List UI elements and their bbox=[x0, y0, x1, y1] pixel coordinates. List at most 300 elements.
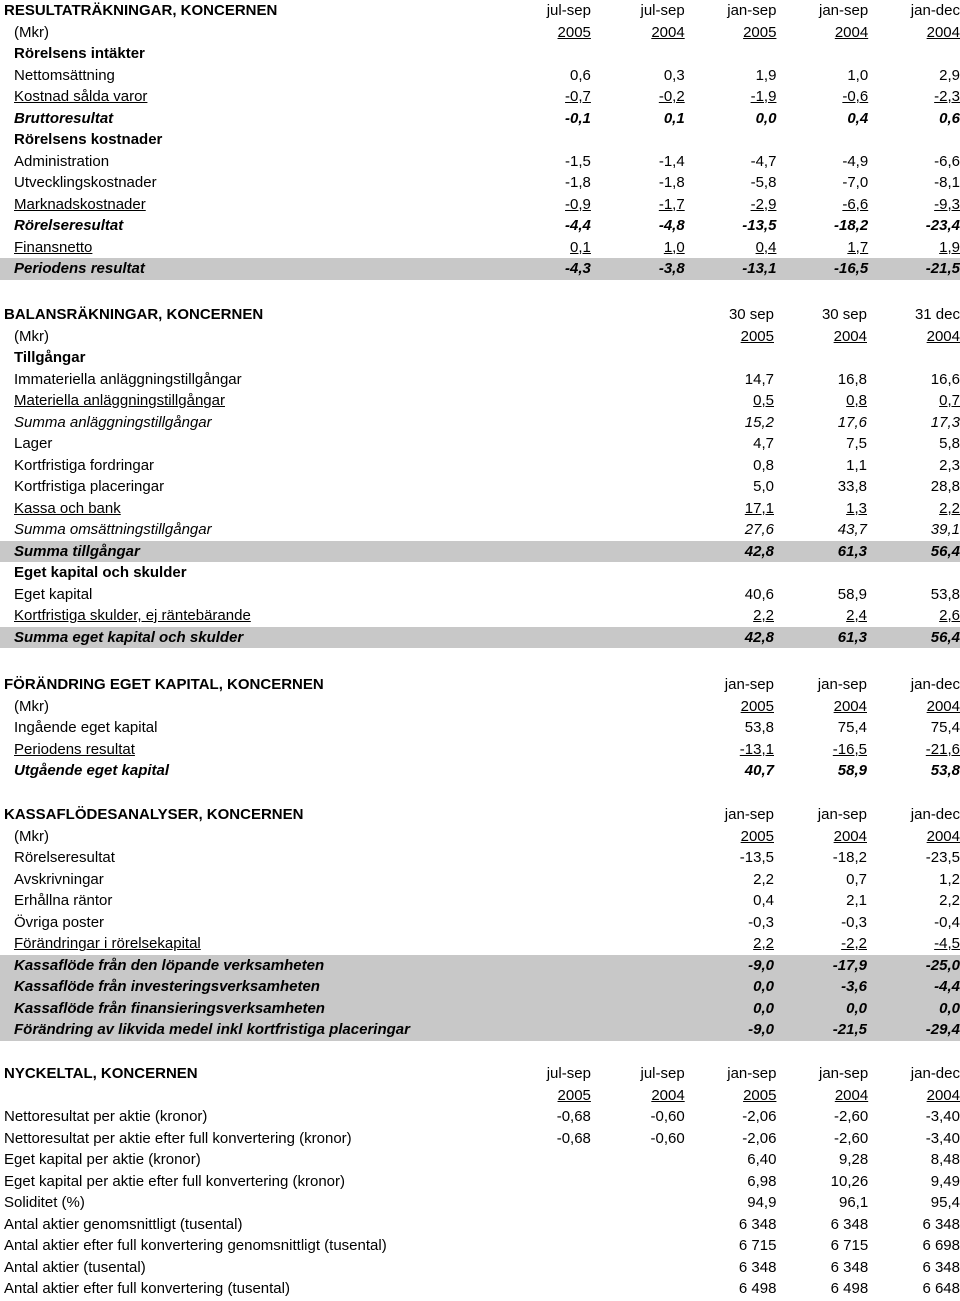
row-value: -5,8 bbox=[750, 174, 777, 191]
row-value: 75,4 bbox=[837, 719, 867, 736]
row-label: Antal aktier (tusental) bbox=[4, 1258, 146, 1276]
section-title: BALANSRÄKNINGAR, KONCERNEN bbox=[4, 306, 264, 323]
row-value bbox=[499, 1235, 591, 1257]
period-header: jan-sep bbox=[724, 676, 774, 693]
year-header: 2004 bbox=[833, 697, 867, 715]
row-value: 16,6 bbox=[930, 370, 960, 388]
table-row bbox=[0, 912, 960, 934]
row-value: 5,0 bbox=[753, 478, 774, 495]
row-value: 6 348 bbox=[738, 1258, 777, 1276]
row-label: Summa omsättningstillgångar bbox=[14, 521, 212, 538]
unit-label: (Mkr) bbox=[14, 327, 49, 345]
row-value: 0,1 bbox=[570, 238, 591, 256]
row-value: 2,2 bbox=[753, 870, 774, 888]
period-header: jul-sep bbox=[640, 1065, 685, 1082]
row-value: -21,6 bbox=[925, 740, 960, 758]
row-value: 5,8 bbox=[939, 435, 960, 452]
row-label: Kassaflöde från finansieringsverksamheten bbox=[0, 998, 685, 1020]
row-value: 56,4 bbox=[867, 541, 960, 563]
table-row bbox=[0, 237, 960, 259]
row-value bbox=[591, 43, 685, 65]
row-label: Kortfristiga skulder, ej räntebärande bbox=[14, 607, 251, 624]
year-header: 2005 bbox=[743, 23, 777, 41]
row-value: -0,2 bbox=[658, 88, 685, 105]
row-value: 0,7 bbox=[846, 870, 867, 888]
row-value bbox=[499, 1278, 591, 1300]
row-value bbox=[591, 1278, 685, 1300]
table-row bbox=[0, 760, 960, 782]
row-label: Summa anläggningstillgångar bbox=[14, 413, 212, 431]
row-value: 0,4 bbox=[755, 238, 777, 256]
equity-change-section bbox=[0, 674, 960, 782]
row-value bbox=[499, 1149, 591, 1171]
row-label: Utvecklingskostnader bbox=[14, 174, 157, 191]
table-row bbox=[0, 562, 960, 584]
table-row bbox=[0, 739, 960, 761]
row-value: 61,3 bbox=[774, 541, 867, 563]
row-value: 6,98 bbox=[747, 1172, 777, 1190]
row-value: -3,40 bbox=[925, 1129, 960, 1147]
row-value: 53,8 bbox=[930, 585, 960, 603]
table-row bbox=[0, 1257, 960, 1279]
period-header: jan-sep bbox=[817, 806, 867, 823]
table-row bbox=[0, 1278, 960, 1300]
row-value bbox=[499, 1214, 591, 1236]
row-value bbox=[774, 347, 867, 369]
row-value: 2,6 bbox=[939, 607, 960, 624]
cashflow-table bbox=[0, 804, 960, 1041]
unit-label: (Mkr) bbox=[14, 23, 49, 41]
row-value: -1,7 bbox=[658, 195, 685, 213]
row-value: 0,6 bbox=[939, 109, 960, 127]
row-value bbox=[685, 562, 774, 584]
table-row bbox=[0, 258, 960, 280]
table-row bbox=[0, 1235, 960, 1257]
row-value: -0,1 bbox=[565, 109, 591, 127]
table-row bbox=[0, 717, 960, 739]
section-header-row bbox=[0, 0, 960, 22]
table-row bbox=[0, 847, 960, 869]
row-value: -17,9 bbox=[774, 955, 867, 977]
period-header: jul-sep bbox=[640, 2, 685, 19]
row-value: -8,1 bbox=[934, 174, 960, 191]
row-label: Antal aktier efter full konvertering (tusental) bbox=[4, 1280, 290, 1297]
row-value: 14,7 bbox=[744, 370, 774, 388]
row-label: Periodens resultat bbox=[0, 258, 499, 280]
year-header: 2004 bbox=[834, 1086, 869, 1104]
row-value: -9,3 bbox=[934, 195, 960, 213]
table-row bbox=[0, 998, 960, 1020]
row-value: 17,6 bbox=[837, 413, 867, 431]
row-label: Förändringar i rörelsekapital bbox=[14, 935, 201, 952]
row-value: -6,6 bbox=[842, 195, 869, 213]
row-label: Summa tillgångar bbox=[0, 541, 685, 563]
row-value bbox=[499, 1257, 591, 1279]
row-value: -4,5 bbox=[934, 935, 960, 952]
row-value: 39,1 bbox=[930, 521, 960, 538]
table-row bbox=[0, 151, 960, 173]
row-value: 43,7 bbox=[837, 521, 867, 538]
row-label: Antal aktier genomsnittligt (tusental) bbox=[4, 1215, 243, 1233]
section-header-row bbox=[0, 674, 960, 696]
row-label: Avskrivningar bbox=[14, 870, 104, 888]
table-row bbox=[0, 627, 960, 649]
table-row bbox=[0, 65, 960, 87]
row-value: 0,1 bbox=[663, 109, 685, 127]
row-value: -0,7 bbox=[565, 88, 591, 105]
period-header: 30 sep bbox=[728, 306, 774, 323]
table-row bbox=[0, 1019, 960, 1041]
year-header: 2005 bbox=[557, 23, 591, 41]
row-value: -4,8 bbox=[658, 217, 685, 234]
year-header: 2005 bbox=[740, 327, 774, 345]
row-value: 0,0 bbox=[755, 109, 777, 127]
row-value: 75,4 bbox=[930, 719, 960, 736]
row-label: Kortfristiga placeringar bbox=[14, 478, 165, 495]
year-header: 2004 bbox=[926, 23, 960, 41]
unit-label: (Mkr) bbox=[14, 697, 49, 715]
row-value: -25,0 bbox=[867, 955, 960, 977]
balance-sheet-section bbox=[0, 304, 960, 648]
table-row bbox=[0, 43, 960, 65]
row-value: 58,9 bbox=[837, 762, 867, 779]
row-value: -21,5 bbox=[774, 1019, 867, 1041]
row-value: 9,28 bbox=[838, 1151, 869, 1168]
row-value bbox=[591, 1171, 685, 1193]
row-value: -18,2 bbox=[832, 849, 867, 866]
row-value: 2,2 bbox=[753, 935, 774, 952]
row-value: -13,1 bbox=[685, 258, 777, 280]
row-value bbox=[591, 1235, 685, 1257]
balance-table bbox=[0, 304, 960, 648]
table-row bbox=[0, 1171, 960, 1193]
table-row bbox=[0, 869, 960, 891]
row-value bbox=[868, 129, 960, 151]
year-header-row bbox=[0, 326, 960, 348]
row-value: 10,26 bbox=[830, 1172, 869, 1190]
row-value bbox=[776, 129, 868, 151]
year-header: 2004 bbox=[834, 23, 869, 41]
row-value: 0,8 bbox=[846, 392, 867, 409]
table-row bbox=[0, 1214, 960, 1236]
row-value: 2,2 bbox=[939, 892, 960, 909]
row-value bbox=[685, 347, 774, 369]
row-value: 0,0 bbox=[685, 998, 774, 1020]
row-value: -0,68 bbox=[556, 1108, 591, 1125]
period-header: jan-sep bbox=[818, 2, 869, 19]
row-value: -0,60 bbox=[650, 1108, 685, 1125]
row-value: 56,4 bbox=[867, 627, 960, 649]
row-value: 2,2 bbox=[939, 499, 960, 517]
income-table bbox=[0, 0, 960, 280]
row-label: Övriga poster bbox=[14, 913, 105, 931]
year-header: 2004 bbox=[651, 1086, 685, 1104]
year-header-row bbox=[0, 1085, 960, 1107]
row-value: -29,4 bbox=[867, 1019, 960, 1041]
section-title: FÖRÄNDRING EGET KAPITAL, KONCERNEN bbox=[4, 676, 324, 693]
row-value: 1,9 bbox=[755, 66, 777, 84]
row-value: 6 348 bbox=[922, 1215, 960, 1233]
row-value bbox=[591, 1257, 685, 1279]
row-value: 8,48 bbox=[930, 1151, 960, 1168]
year-header: 2004 bbox=[833, 327, 867, 345]
row-value bbox=[774, 562, 867, 584]
row-value: 15,2 bbox=[744, 413, 774, 431]
row-value: -16,5 bbox=[776, 258, 868, 280]
row-value: 6 498 bbox=[830, 1280, 869, 1297]
row-value: 94,9 bbox=[747, 1194, 777, 1211]
row-value: 6 698 bbox=[922, 1237, 960, 1254]
row-value bbox=[499, 1171, 591, 1193]
year-header: 2004 bbox=[833, 827, 867, 845]
row-value bbox=[499, 43, 591, 65]
row-value: 33,8 bbox=[837, 478, 867, 495]
row-value bbox=[499, 129, 591, 151]
year-header: 2004 bbox=[926, 327, 960, 345]
row-value: 58,9 bbox=[837, 585, 867, 603]
equity-table bbox=[0, 674, 960, 782]
row-value: 6 498 bbox=[738, 1280, 777, 1297]
table-row bbox=[0, 955, 960, 977]
row-value: -4,9 bbox=[842, 152, 869, 170]
period-header: jul-sep bbox=[546, 2, 591, 19]
row-value: 42,8 bbox=[685, 627, 774, 649]
row-value: 0,4 bbox=[847, 109, 869, 127]
cash-flow-section bbox=[0, 804, 960, 1041]
row-label: Periodens resultat bbox=[14, 740, 135, 758]
table-row bbox=[0, 933, 960, 955]
row-value: -9,0 bbox=[685, 955, 774, 977]
row-value: -0,9 bbox=[565, 195, 591, 213]
row-label: Ingående eget kapital bbox=[14, 719, 158, 736]
row-label: Rörelsens intäkter bbox=[14, 45, 145, 62]
row-value: 1,2 bbox=[939, 870, 960, 888]
row-value: -1,8 bbox=[658, 174, 685, 191]
row-value: -0,3 bbox=[748, 913, 774, 931]
year-header: 2004 bbox=[926, 697, 960, 715]
table-row bbox=[0, 215, 960, 237]
row-label: Antal aktier efter full konvertering genomsnittligt (tusental) bbox=[4, 1237, 387, 1254]
row-value: -13,1 bbox=[739, 740, 774, 758]
row-value: -23,4 bbox=[925, 217, 960, 234]
period-header: 31 dec bbox=[914, 306, 960, 323]
row-value: 2,2 bbox=[753, 607, 774, 624]
table-row bbox=[0, 890, 960, 912]
table-row bbox=[0, 369, 960, 391]
row-value: 2,9 bbox=[939, 66, 960, 84]
row-value: 6,40 bbox=[747, 1151, 777, 1168]
row-value: -2,3 bbox=[934, 88, 960, 105]
row-value: -7,0 bbox=[842, 174, 869, 191]
table-row bbox=[0, 455, 960, 477]
table-row bbox=[0, 347, 960, 369]
table-row bbox=[0, 1149, 960, 1171]
row-value: -0,68 bbox=[556, 1129, 591, 1147]
period-header: jan-sep bbox=[724, 806, 774, 823]
period-header: jan-sep bbox=[727, 2, 777, 19]
row-label: Kassa och bank bbox=[14, 499, 121, 517]
table-row bbox=[0, 976, 960, 998]
row-value: -2,2 bbox=[841, 935, 867, 952]
row-value: 1,3 bbox=[846, 499, 867, 517]
row-value: -9,0 bbox=[685, 1019, 774, 1041]
row-label: Utgående eget kapital bbox=[14, 762, 170, 779]
row-value bbox=[867, 347, 960, 369]
year-header: 2005 bbox=[740, 697, 774, 715]
row-value: 42,8 bbox=[685, 541, 774, 563]
row-value bbox=[591, 1192, 685, 1214]
row-value: 17,3 bbox=[930, 413, 960, 431]
row-value: -18,2 bbox=[833, 217, 869, 234]
row-label: Eget kapital och skulder bbox=[14, 564, 187, 581]
row-value: 0,0 bbox=[685, 976, 774, 998]
year-header: 2005 bbox=[740, 827, 774, 845]
row-value bbox=[499, 1192, 591, 1214]
row-label: Förändring av likvida medel inkl kortfristiga placeringar bbox=[0, 1019, 685, 1041]
row-value: -3,8 bbox=[591, 258, 685, 280]
row-label: Eget kapital per aktie (kronor) bbox=[4, 1151, 201, 1168]
row-value bbox=[685, 43, 777, 65]
row-label: Tillgångar bbox=[14, 349, 86, 366]
row-value: 6 348 bbox=[830, 1258, 869, 1276]
row-value: 1,0 bbox=[847, 66, 869, 84]
row-value: -2,06 bbox=[742, 1108, 777, 1125]
row-value: -2,60 bbox=[833, 1108, 869, 1125]
row-value: 6 715 bbox=[830, 1237, 869, 1254]
row-value: 0,4 bbox=[753, 892, 774, 909]
table-row bbox=[0, 194, 960, 216]
row-label: Nettomsättning bbox=[14, 66, 115, 84]
row-value: -2,06 bbox=[742, 1129, 777, 1147]
row-value: 53,8 bbox=[744, 719, 774, 736]
row-value bbox=[867, 562, 960, 584]
section-header-row bbox=[0, 304, 960, 326]
row-value: 6 348 bbox=[738, 1215, 777, 1233]
row-value: 4,7 bbox=[753, 435, 774, 452]
row-label: Materiella anläggningstillgångar bbox=[14, 392, 225, 409]
period-header: jan-dec bbox=[910, 1065, 960, 1082]
row-value: 6 348 bbox=[830, 1215, 869, 1233]
row-value: 17,1 bbox=[744, 499, 774, 517]
row-value: -16,5 bbox=[832, 740, 867, 758]
year-header: 2004 bbox=[926, 827, 960, 845]
row-value: -0,6 bbox=[842, 88, 869, 105]
table-row bbox=[0, 412, 960, 434]
row-value: 61,3 bbox=[774, 627, 867, 649]
income-statement-section bbox=[0, 0, 960, 280]
row-label: Administration bbox=[14, 152, 110, 170]
row-value: -2,9 bbox=[750, 195, 777, 213]
year-header: 2005 bbox=[743, 1086, 777, 1104]
year-header: 2005 bbox=[557, 1086, 591, 1104]
row-label: Nettoresultat per aktie (kronor) bbox=[4, 1108, 208, 1125]
row-label: Marknadskostnader bbox=[14, 195, 146, 213]
row-label: Eget kapital bbox=[14, 585, 93, 603]
row-label: Kassaflöde från den löpande verksamheten bbox=[0, 955, 685, 977]
row-value: -4,4 bbox=[867, 976, 960, 998]
row-value: 0,6 bbox=[570, 66, 591, 84]
row-value bbox=[685, 129, 777, 151]
row-value: 1,7 bbox=[847, 238, 869, 256]
unit-label: (Mkr) bbox=[14, 827, 49, 845]
table-row bbox=[0, 433, 960, 455]
row-value: -4,3 bbox=[499, 258, 591, 280]
row-value: 40,6 bbox=[744, 585, 774, 603]
row-value bbox=[776, 43, 868, 65]
table-row bbox=[0, 1128, 960, 1150]
row-value: 6 715 bbox=[738, 1237, 777, 1254]
row-value: 2,4 bbox=[846, 607, 867, 624]
row-value: -6,6 bbox=[934, 152, 960, 170]
row-value: -23,5 bbox=[925, 849, 960, 866]
row-label: Nettoresultat per aktie efter full konvertering (kronor) bbox=[4, 1129, 352, 1147]
table-row bbox=[0, 1106, 960, 1128]
section-title: NYCKELTAL, KONCERNEN bbox=[4, 1065, 198, 1082]
row-label: Kostnad sålda varor bbox=[14, 88, 148, 105]
section-title: RESULTATRÄKNINGAR, KONCERNEN bbox=[4, 2, 278, 19]
row-value: 1,1 bbox=[846, 456, 867, 474]
row-value: 2,1 bbox=[846, 892, 867, 909]
row-value: -0,4 bbox=[934, 913, 960, 931]
year-header: 2004 bbox=[651, 23, 685, 41]
row-value: -1,8 bbox=[565, 174, 591, 191]
row-value: 16,8 bbox=[837, 370, 867, 388]
table-row bbox=[0, 498, 960, 520]
row-label: Erhållna räntor bbox=[14, 892, 113, 909]
table-row bbox=[0, 584, 960, 606]
row-label: Immateriella anläggningstillgångar bbox=[14, 370, 242, 388]
row-value: 95,4 bbox=[930, 1194, 960, 1211]
row-value: -1,5 bbox=[565, 152, 591, 170]
row-value: 0,0 bbox=[774, 998, 867, 1020]
period-header: jan-dec bbox=[910, 806, 960, 823]
row-value: -1,4 bbox=[658, 152, 685, 170]
section-title: KASSAFLÖDESANALYSER, KONCERNEN bbox=[4, 806, 304, 823]
table-row bbox=[0, 519, 960, 541]
table-row bbox=[0, 129, 960, 151]
period-header: jan-sep bbox=[727, 1065, 777, 1082]
row-value: 7,5 bbox=[846, 435, 867, 452]
row-value: -21,5 bbox=[868, 258, 960, 280]
row-value: 28,8 bbox=[930, 478, 960, 495]
unit-label bbox=[0, 1085, 499, 1107]
row-value: 0,0 bbox=[867, 998, 960, 1020]
row-label: Rörelsens kostnader bbox=[14, 131, 163, 148]
row-label: Finansnetto bbox=[14, 238, 93, 256]
row-value: 0,7 bbox=[939, 392, 960, 409]
year-header-row bbox=[0, 696, 960, 718]
period-header: 30 sep bbox=[821, 306, 867, 323]
row-label: Kassaflöde från investeringsverksamheten bbox=[0, 976, 685, 998]
section-header-row bbox=[0, 1063, 960, 1085]
row-value bbox=[591, 1149, 685, 1171]
table-row bbox=[0, 172, 960, 194]
period-header: jan-sep bbox=[817, 676, 867, 693]
ratios-table bbox=[0, 1063, 960, 1300]
table-row bbox=[0, 1192, 960, 1214]
period-header: jul-sep bbox=[546, 1065, 591, 1082]
row-value: -2,60 bbox=[833, 1129, 869, 1147]
year-header-row bbox=[0, 826, 960, 848]
row-value: 0,5 bbox=[753, 392, 774, 409]
row-value: 0,8 bbox=[753, 456, 774, 474]
row-label: Lager bbox=[14, 435, 53, 452]
row-value bbox=[591, 1214, 685, 1236]
row-value: 2,3 bbox=[939, 456, 960, 474]
row-value: -1,9 bbox=[750, 88, 777, 105]
year-header-row bbox=[0, 22, 960, 44]
row-label: Kortfristiga fordringar bbox=[14, 456, 155, 474]
